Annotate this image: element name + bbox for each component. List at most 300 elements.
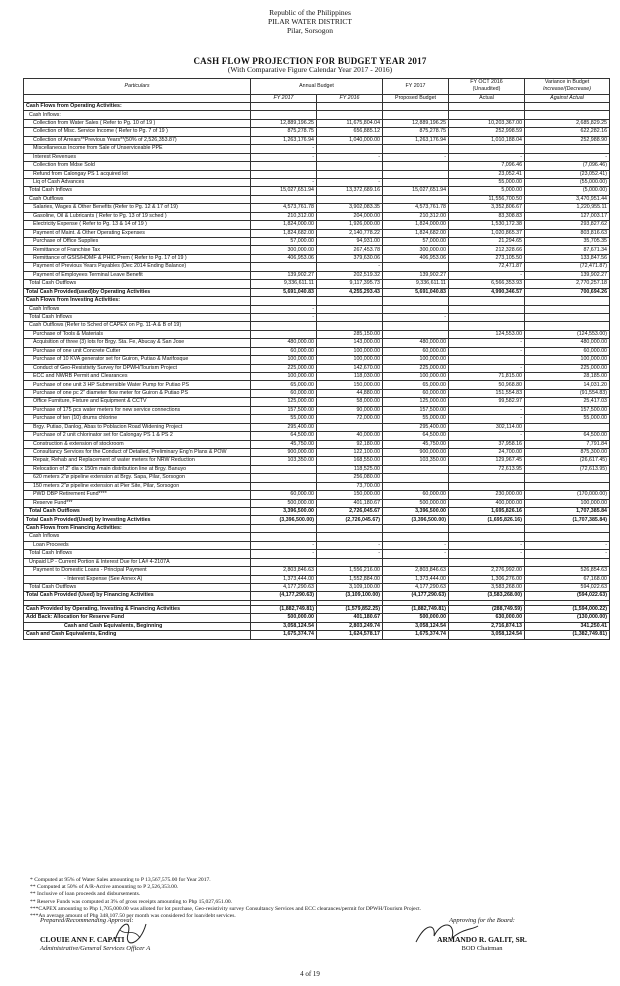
row-value: 168,550.00 <box>317 457 383 465</box>
row-value: 2,726,045.67 <box>317 508 383 516</box>
table-row <box>24 457 610 465</box>
row-value <box>317 170 383 178</box>
row-label: Cash Provided by Operating, Investing & Financing Activities <box>24 605 251 613</box>
row-value: 13,372,689.16 <box>317 187 383 195</box>
row-value: 127,003.17 <box>525 212 610 220</box>
row-label: Refund from Calongay PS 1 acquired lot <box>24 170 251 178</box>
row-label: Cash Flows from Financing Activities: <box>24 524 251 532</box>
table-row <box>24 145 610 153</box>
row-value: 3,470,951.44 <box>525 195 610 203</box>
prepared-label: Prepared/Recommending Approval: <box>40 917 134 924</box>
row-value: 4,177,290.63 <box>383 583 449 591</box>
col-fy2016: FY 2016 <box>317 94 383 102</box>
table-row <box>24 448 610 456</box>
row-value: 202,519.32 <box>317 271 383 279</box>
row-label: Payment of Employees Terminal Leave Benefit <box>24 271 251 279</box>
row-value: 100,000.00 <box>317 356 383 364</box>
row-value: 71,815.00 <box>449 373 525 381</box>
table-row <box>24 605 610 613</box>
table-row <box>24 622 610 630</box>
row-value: - <box>251 550 317 558</box>
row-value <box>317 145 383 153</box>
row-value <box>251 322 317 330</box>
row-label: Repair, Rehab and Replacement of water meters for NRW Reduction <box>24 457 251 465</box>
row-value <box>525 313 610 321</box>
row-value <box>383 305 449 313</box>
row-value: 67,168.00 <box>525 575 610 583</box>
fy2017-group-header: FY 2017 <box>383 79 449 95</box>
row-value <box>383 263 449 271</box>
annual-budget-header: Annual Budget <box>251 79 383 95</box>
row-value: 379,630.06 <box>317 254 383 262</box>
table-row <box>24 330 610 338</box>
row-value <box>383 297 449 305</box>
prepared-title: Administrative/General Services Officer A <box>40 945 151 952</box>
row-value: 2,140,778.22 <box>317 229 383 237</box>
row-value: 139,902.27 <box>251 271 317 279</box>
table-row <box>24 516 610 524</box>
row-value: 25,417.03 <box>525 398 610 406</box>
increase-decrease-header: Increase/(Decrease) <box>543 86 592 93</box>
row-label: Total Cash Inflows <box>24 313 251 321</box>
col-fy2017: FY 2017 <box>251 94 317 102</box>
footnote: ***CAPEX amounting to Php 1,705,000.00 was alloted for lot purchase, Geo-resistivity survey Consultancy Services and ECC clearances/permit for DPWH/Tourism Project. <box>30 905 422 912</box>
row-value: 1,263,176.94 <box>251 136 317 144</box>
row-value <box>449 297 525 305</box>
row-value: (1,695,826.16) <box>449 516 525 524</box>
row-value <box>317 524 383 532</box>
row-value: (3,396,500.00) <box>251 516 317 524</box>
table-row <box>24 347 610 355</box>
row-value: (124,553.00) <box>525 330 610 338</box>
row-value: 60,000.00 <box>251 389 317 397</box>
row-value: - <box>449 271 525 279</box>
row-value: 1,624,578.17 <box>317 631 383 639</box>
table-row <box>24 254 610 262</box>
row-value: 2,803,846.63 <box>251 567 317 575</box>
row-value: 5,691,040.83 <box>383 288 449 296</box>
row-label: Reserve Fund*** <box>24 499 251 507</box>
row-value: (55,000.00) <box>525 178 610 186</box>
row-label: 620 meters 2"ø pipeline extension at Brgy. Sapa, Pilar, Sorsogon <box>24 474 251 482</box>
row-value <box>449 474 525 482</box>
row-value <box>525 533 610 541</box>
row-value: - <box>525 541 610 549</box>
row-value <box>525 322 610 330</box>
footnote: ** Reserve Funds was computed at 3% of gross receipts amounting to Php 15,027,651.00. <box>30 898 233 905</box>
page-number: 4 of 19 <box>300 970 320 978</box>
row-value: 300,000.00 <box>251 246 317 254</box>
row-label: Cash Outflows <box>24 195 251 203</box>
row-value: 5,000.00 <box>449 187 525 195</box>
row-value: 302,114.00 <box>449 423 525 431</box>
row-value: - <box>449 406 525 414</box>
row-label: Collection from Water Sales ( Refer to Pg. 10 of 19 ) <box>24 119 251 127</box>
row-value: 293,827.62 <box>525 221 610 229</box>
header-location: Pilar, Sorsogon <box>287 26 333 35</box>
row-value: 1,556,216.00 <box>317 567 383 575</box>
table-row <box>24 575 610 583</box>
table-row <box>24 297 610 305</box>
row-value: 100,000.00 <box>525 499 610 507</box>
row-value: - <box>251 145 317 153</box>
table-row <box>24 204 610 212</box>
row-value: 1,707,385.84 <box>525 508 610 516</box>
signature-mark <box>412 918 482 948</box>
row-value: 210,312.00 <box>251 212 317 220</box>
row-value: - <box>449 550 525 558</box>
row-value: (2,726,045.67) <box>317 516 383 524</box>
row-value: 45,750.00 <box>383 440 449 448</box>
footnote: ***An average amount of Php 348,107.50 per month was considered for loan/debt services. <box>30 913 236 920</box>
row-label: Add Back: Allocation for Reserve Fund <box>24 614 251 622</box>
row-value <box>449 103 525 111</box>
row-value <box>251 111 317 119</box>
table-row <box>24 550 610 558</box>
oct2016-header: FY OCT 2016 (Unaudited) <box>449 79 525 95</box>
row-value <box>383 524 449 532</box>
row-label: Cash Flows from Investing Activities: <box>24 297 251 305</box>
row-label: Purchase of 2 unit chlorinator set for Calongay PS 1 & PS 2 <box>24 432 251 440</box>
table-row <box>24 398 610 406</box>
col-against-actual: Against Actual <box>525 94 610 102</box>
row-value: 139,902.27 <box>525 271 610 279</box>
row-value: 7,791.84 <box>525 440 610 448</box>
row-value: 100,000.00 <box>525 356 610 364</box>
row-label: Purchase of Office Supplies <box>24 238 251 246</box>
row-value: - <box>251 178 317 186</box>
row-value: 44,880.00 <box>317 389 383 397</box>
table-row <box>24 541 610 549</box>
row-label: Purchase of Tools & Materials <box>24 330 251 338</box>
document-title: CASH FLOW PROJECTION FOR BUDGET YEAR 2017 <box>193 56 427 66</box>
table-row <box>24 423 610 431</box>
table-row <box>24 305 610 313</box>
row-value: 526,854.63 <box>525 567 610 575</box>
row-value: 900,000.00 <box>251 448 317 456</box>
row-value: 700,694.26 <box>525 288 610 296</box>
row-label: Miscellaneous Income from Sale of Unserviceable PPE <box>24 145 251 153</box>
row-value <box>449 313 525 321</box>
row-value: (72,613.95) <box>525 465 610 473</box>
row-value: 118,030.00 <box>317 373 383 381</box>
row-value: 656,885.12 <box>317 128 383 136</box>
row-value: - <box>449 415 525 423</box>
row-value: 11,556,700.50 <box>449 195 525 203</box>
row-value: (1,579,852.25) <box>317 605 383 613</box>
row-value: 341,250.41 <box>525 622 610 630</box>
row-value: - <box>317 550 383 558</box>
row-value <box>383 111 449 119</box>
row-value: (1,707,385.84) <box>525 516 610 524</box>
row-label: Interest Revenues <box>24 153 251 161</box>
row-value: 45,750.00 <box>251 440 317 448</box>
row-value <box>383 322 449 330</box>
row-value: 1,263,176.94 <box>383 136 449 144</box>
row-value: 72,471.87 <box>449 263 525 271</box>
row-value: 2,685,829.25 <box>525 119 610 127</box>
row-value <box>383 474 449 482</box>
row-value: 267,453.78 <box>317 246 383 254</box>
row-value: 256,080.00 <box>317 474 383 482</box>
row-value: 3,058,124.54 <box>383 622 449 630</box>
row-value: - <box>317 178 383 186</box>
row-value: 1,552,884.00 <box>317 575 383 583</box>
particulars-subheader <box>24 94 251 102</box>
row-value <box>317 297 383 305</box>
row-value: - <box>317 153 383 161</box>
row-value: - <box>525 153 610 161</box>
row-value: 1,040,000.00 <box>317 136 383 144</box>
row-value: - <box>449 364 525 372</box>
row-value: 3,109,100.00 <box>317 583 383 591</box>
row-value <box>317 533 383 541</box>
row-value: (1,594,000.22) <box>525 605 610 613</box>
row-value: 118,525.00 <box>317 465 383 473</box>
row-value <box>251 558 317 566</box>
row-value: 2,770,257.18 <box>525 280 610 288</box>
row-value: 55,000.00 <box>449 178 525 186</box>
row-value: 1,824,682.00 <box>251 229 317 237</box>
row-value: - <box>251 305 317 313</box>
row-value: 401,180.67 <box>317 499 383 507</box>
row-value: (26,617.45) <box>525 457 610 465</box>
row-value <box>525 558 610 566</box>
row-label: Total Cash Provided(Used) by Investing Activities <box>24 516 251 524</box>
row-value <box>449 305 525 313</box>
row-value: (5,000.00) <box>525 187 610 195</box>
table-row <box>24 432 610 440</box>
table-row <box>24 119 610 127</box>
row-value: 28,185.00 <box>525 373 610 381</box>
row-value: - <box>449 541 525 549</box>
row-value: 143,000.00 <box>317 339 383 347</box>
approved-title: BOD Chairman <box>461 945 503 952</box>
row-value <box>317 162 383 170</box>
row-value: - <box>317 541 383 549</box>
row-value <box>317 313 383 321</box>
table-row <box>24 178 610 186</box>
row-value: 64,500.00 <box>251 432 317 440</box>
row-value <box>251 330 317 338</box>
table-row <box>24 195 610 203</box>
row-value: 83,308.83 <box>449 212 525 220</box>
row-value: (1,882,749.81) <box>383 605 449 613</box>
table-row <box>24 474 610 482</box>
row-value <box>525 111 610 119</box>
footnotes <box>30 877 600 920</box>
approved-name: ARMANDO R. GALIT, SR. <box>437 935 527 944</box>
table-row <box>24 263 610 271</box>
approved-by-block <box>392 916 572 953</box>
row-label: Total Cash Outflows <box>24 583 251 591</box>
row-value: 875,278.75 <box>383 128 449 136</box>
table-row <box>24 128 610 136</box>
table-row <box>24 499 610 507</box>
approved-label: Approving for the Board: <box>449 917 515 924</box>
unaudited-header: (Unaudited) <box>472 86 501 93</box>
table-row <box>24 508 610 516</box>
row-value: 252,988.90 <box>525 136 610 144</box>
table-row <box>24 567 610 575</box>
row-value <box>449 558 525 566</box>
row-value <box>251 195 317 203</box>
row-value: 99,582.97 <box>449 398 525 406</box>
row-value: 133,847.56 <box>525 254 610 262</box>
row-value <box>251 474 317 482</box>
row-value <box>383 103 449 111</box>
col-actual: Actual <box>449 94 525 102</box>
row-label: Purchase of one unit Concrete Cutter <box>24 347 251 355</box>
row-value <box>251 465 317 473</box>
table-row <box>24 558 610 566</box>
row-label: Payment of Maint. & Other Operating Expenses <box>24 229 251 237</box>
row-value: 100,000.00 <box>317 347 383 355</box>
row-value: 4,573,761.78 <box>251 204 317 212</box>
row-value: 285,150.00 <box>317 330 383 338</box>
row-value: 3,396,500.00 <box>251 508 317 516</box>
row-value: 875,300.00 <box>525 448 610 456</box>
row-value: 60,000.00 <box>525 347 610 355</box>
row-label: Total Cash Provided(used)by Operating Activities <box>24 288 251 296</box>
row-value: 500,000.00 <box>251 614 317 622</box>
row-value: 11,675,804.04 <box>317 119 383 127</box>
row-value: 60,000.00 <box>251 491 317 499</box>
row-value: 14,031.20 <box>525 381 610 389</box>
row-label: Purchase of 175 pcs water meters for new service connections <box>24 406 251 414</box>
row-value: 37,958.16 <box>449 440 525 448</box>
row-value <box>525 297 610 305</box>
row-value: 210,312.00 <box>383 212 449 220</box>
row-value: 1,824,000.00 <box>251 221 317 229</box>
row-value: 73,700.00 <box>317 482 383 490</box>
row-value: 875,278.75 <box>251 128 317 136</box>
row-value <box>383 558 449 566</box>
row-value: 3,352,806.67 <box>449 204 525 212</box>
row-value <box>317 423 383 431</box>
row-value <box>525 305 610 313</box>
row-label: Collection from Mdse Sold <box>24 162 251 170</box>
row-value: 65,000.00 <box>383 381 449 389</box>
row-value: 55,000.00 <box>525 415 610 423</box>
row-label: Remittance of Franchise Tax <box>24 246 251 254</box>
row-value: 480,000.00 <box>251 339 317 347</box>
row-value: 139,902.27 <box>383 271 449 279</box>
row-label: Office Furniture, Fixture and Equipment & CCTV <box>24 398 251 406</box>
row-value: 122,100.00 <box>317 448 383 456</box>
row-value: 295,400.00 <box>251 423 317 431</box>
row-value: 151,554.83 <box>449 389 525 397</box>
row-value <box>449 111 525 119</box>
row-value: 480,000.00 <box>525 339 610 347</box>
row-value: 2,803,846.63 <box>383 567 449 575</box>
row-value: 1,306,276.00 <box>449 575 525 583</box>
row-value: 55,000.00 <box>251 415 317 423</box>
row-value: 125,000.00 <box>383 398 449 406</box>
table-row <box>24 187 610 195</box>
row-label: Brgy. Putiao, Danlog, Abas to Poblacion Road Widening Project <box>24 423 251 431</box>
row-value: 1,373,444.00 <box>251 575 317 583</box>
row-value: 212,328.66 <box>449 246 525 254</box>
row-value: 3,058,124.54 <box>251 622 317 630</box>
table-row <box>24 631 610 639</box>
table-row <box>24 136 610 144</box>
row-value <box>383 178 449 186</box>
row-label: Cash Inflows: <box>24 111 251 119</box>
row-label: Electricity Expense ( Refer to Pg. 13 & 14 of 19 ) <box>24 221 251 229</box>
row-label: Collection of Arrears**Previous Years**(50% of 2,526,353.87) <box>24 136 251 144</box>
row-value: 622,282.16 <box>525 128 610 136</box>
row-value: (288,749.59) <box>449 605 525 613</box>
row-value: 401,180.67 <box>317 614 383 622</box>
row-label: Total Cash Outflows <box>24 508 251 516</box>
row-value: 23,052.41 <box>449 170 525 178</box>
row-label: Total Cash Provided (Used) by Financing Activities <box>24 592 251 600</box>
row-value: 60,000.00 <box>383 389 449 397</box>
row-value: (72,471.87) <box>525 263 610 271</box>
row-value <box>383 330 449 338</box>
row-value: 500,000.00 <box>383 499 449 507</box>
row-label: Cash and Cash Equivalents, Ending <box>24 631 251 639</box>
row-value: 87,671.34 <box>525 246 610 254</box>
row-value: 1,675,374.74 <box>251 631 317 639</box>
row-value: 142,670.00 <box>317 364 383 372</box>
row-value: - <box>525 550 610 558</box>
document-subtitle: (With Comparative Figure Calendar Year 2017 - 2016) <box>227 65 393 74</box>
row-label: Total Cash Outflows <box>24 280 251 288</box>
header-republic: Republic of the Philippines <box>269 8 351 17</box>
row-value: 9,117,395.73 <box>317 280 383 288</box>
row-value <box>317 322 383 330</box>
row-value: 103,350.00 <box>251 457 317 465</box>
row-value: 1,010,188.04 <box>449 136 525 144</box>
row-value: - <box>449 347 525 355</box>
row-value: 57,000.00 <box>251 238 317 246</box>
table-row <box>24 491 610 499</box>
footnote: ** Inclusive of loan proceeds and disbursements. <box>30 891 141 898</box>
row-label: Liq of Cash Advances <box>24 178 251 186</box>
row-value: 10,203,367.00 <box>449 119 525 127</box>
table-row <box>24 339 610 347</box>
row-value <box>383 482 449 490</box>
row-value <box>251 524 317 532</box>
row-value: - <box>383 313 449 321</box>
row-value: 406,953.06 <box>383 254 449 262</box>
prepared-name: CLOUIE ANN F. CAPATI <box>40 935 125 944</box>
row-value: 225,000.00 <box>525 364 610 372</box>
row-value: 35,705.35 <box>525 238 610 246</box>
row-value: 3,583,268.00 <box>449 583 525 591</box>
row-value: 157,500.00 <box>525 406 610 414</box>
particulars-header: Particulars <box>24 79 251 95</box>
row-value: 225,000.00 <box>251 364 317 372</box>
row-value: 803,816.63 <box>525 229 610 237</box>
row-value <box>449 533 525 541</box>
row-value: 1,824,682.00 <box>383 229 449 237</box>
row-value <box>525 145 610 153</box>
table-row <box>24 465 610 473</box>
row-value: 58,000.00 <box>317 398 383 406</box>
row-value: (4,177,290.63) <box>251 592 317 600</box>
table-row <box>24 212 610 220</box>
row-value <box>383 465 449 473</box>
table-row <box>24 111 610 119</box>
footnote: * Computed at 95% of Water Sales amounting to P 13,567,575.00 for Year 2017. <box>30 877 211 883</box>
table-row <box>24 229 610 237</box>
table-row <box>24 440 610 448</box>
table-row <box>24 153 610 161</box>
row-value: 7,096.46 <box>449 162 525 170</box>
